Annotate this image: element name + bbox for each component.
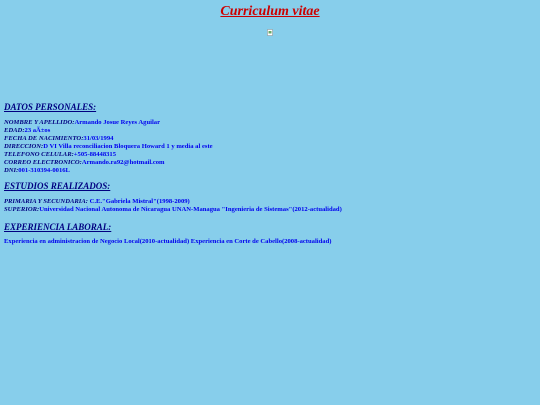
university-row xyxy=(4,206,342,214)
phone-value: +505-88448315 xyxy=(73,151,117,158)
school-value: C.E."Gabriela Mistral"(1998-2009) xyxy=(87,198,190,205)
age-label: EDAD: xyxy=(4,127,25,134)
dni-label: DNI: xyxy=(4,167,19,174)
email-label: CORREO ELECTRONICO: xyxy=(4,159,82,166)
experience-heading: EXPERIENCIA LABORAL: xyxy=(4,222,112,232)
university-value: Universidad Nacional Autonoma de Nicaragua UNAN-Managua "Ingenieria de Sistemas"(2012-actualidad) xyxy=(39,206,342,213)
age-row xyxy=(4,127,50,135)
birth-date-row xyxy=(4,135,113,143)
broken-image-icon xyxy=(267,29,273,36)
university-label: SUPERIOR: xyxy=(4,206,40,213)
experience-text: Experiencia en administracion de Negocio Local(2010-actualidad) Experiencia en Corte de Cabello(2008-actualidad) xyxy=(4,238,332,245)
school-row xyxy=(4,198,190,206)
school-label: PRIMARIA Y SECUNDARIA: xyxy=(4,198,88,205)
email-value: Armando.ra92@hotmail.com xyxy=(81,159,165,166)
dni-row xyxy=(4,167,70,175)
age-value: 23 aÃ±os xyxy=(24,127,51,134)
phone-row xyxy=(4,151,116,159)
full-name-value: Armando Josue Reyes Aguilar xyxy=(74,119,161,126)
email-row xyxy=(4,159,165,167)
personal-data-heading: DATOS PERSONALES: xyxy=(4,102,97,112)
address-row xyxy=(4,143,213,151)
full-name-label: NOMBRE Y APELLIDO: xyxy=(4,119,75,126)
phone-label: TELEFONO CELULAR: xyxy=(4,151,74,158)
dni-value: 001-310394-0016L xyxy=(18,167,70,174)
birth-date-label: FECHA DE NACIMIENTO: xyxy=(4,135,84,142)
birth-date-value: 31/03/1994 xyxy=(83,135,114,142)
studies-heading: ESTUDIOS REALIZADOS: xyxy=(4,181,111,191)
full-name-row xyxy=(4,119,160,127)
address-value: D VI Villa reconciliacion Bloquera Howard 1 y media al este xyxy=(43,143,213,150)
page-title: Curriculum vitae xyxy=(220,4,320,19)
address-label: DIRECCION: xyxy=(4,143,44,150)
